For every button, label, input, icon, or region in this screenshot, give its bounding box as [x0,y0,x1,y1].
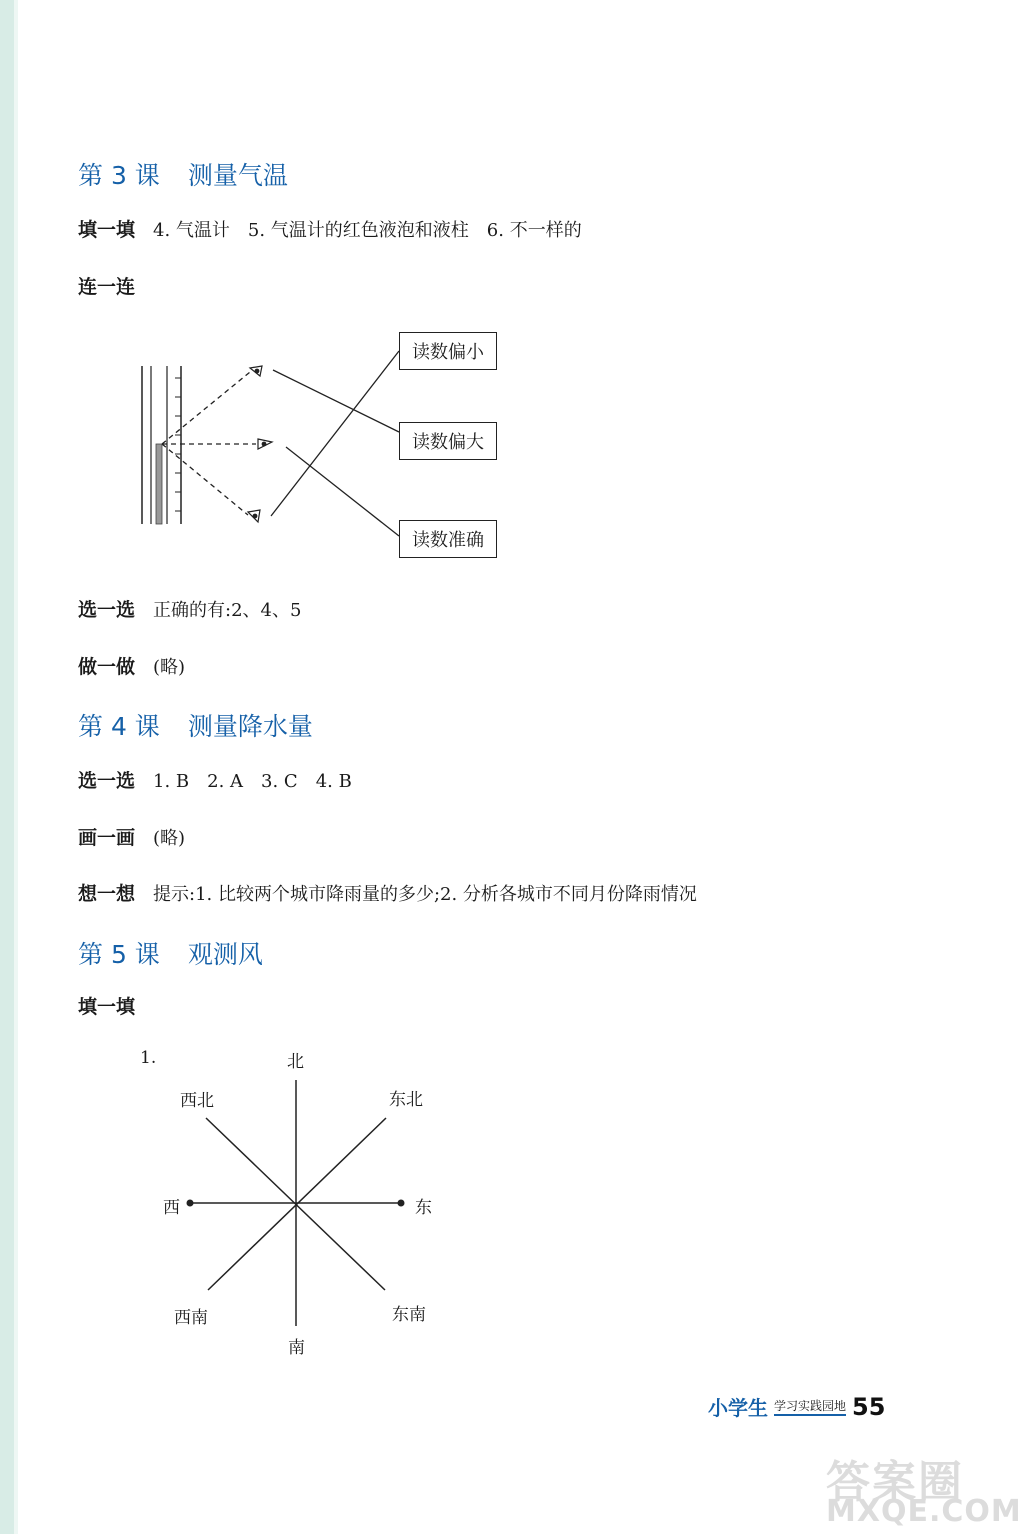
lesson-number: 第 5 课 [78,940,160,969]
item-number: 1. [140,1048,157,1068]
section-label: 选一选 [78,599,136,621]
reading-box-high: 读数偏大 [399,422,497,460]
page-number: 55 [852,1392,886,1421]
section-label: 填一填 [78,996,136,1018]
section-label: 连一连 [78,276,136,298]
east-point [398,1200,405,1207]
answer-text: 1. B 2. A 3. C 4. B [153,771,352,792]
answer-text: (略) [153,657,186,678]
reading-box-low: 读数偏小 [399,332,497,370]
reading-box-accurate: 读数准确 [399,520,497,558]
answer-text: 提示:1. 比较两个城市降雨量的多少;2. 分析各城市不同月份降雨情况 [153,884,697,905]
watermark-url: MXQE.COM [826,1494,1022,1529]
section-label: 画一画 [78,827,136,849]
lesson-title: 观测风 [187,940,263,969]
answer-text: 正确的有:2、4、5 [153,600,302,621]
lesson-number: 第 3 课 [78,161,160,190]
lesson-title: 测量气温 [187,161,288,190]
direction-southeast: 东南 [392,1305,426,1325]
direction-northwest: 西北 [180,1091,214,1111]
section-label: 填一填 [78,219,136,241]
direction-west: 西 [163,1198,180,1218]
direction-east: 东 [415,1198,432,1218]
direction-southwest: 西南 [174,1308,208,1328]
section-label: 做一做 [78,656,136,678]
ne-sw-line [208,1118,386,1290]
answer-text: (略) [153,828,186,849]
direction-north: 北 [287,1052,304,1072]
lesson-number: 第 4 课 [78,712,160,741]
brand-subtitle: 学习实践园地 [774,1397,846,1416]
direction-northeast: 东北 [389,1090,423,1110]
lesson-title: 测量降水量 [187,712,313,741]
page-footer-brand [708,1392,885,1421]
answer-text: 4. 气温计 5. 气温计的红色液泡和液柱 6. 不一样的 [153,220,582,241]
west-point [187,1200,194,1207]
direction-south: 南 [288,1338,305,1358]
section-label: 想一想 [78,883,136,905]
section-label: 选一选 [78,770,136,792]
watermark-logo: 答案圈 [826,1457,964,1508]
brand-name: 小学生 [708,1396,768,1420]
